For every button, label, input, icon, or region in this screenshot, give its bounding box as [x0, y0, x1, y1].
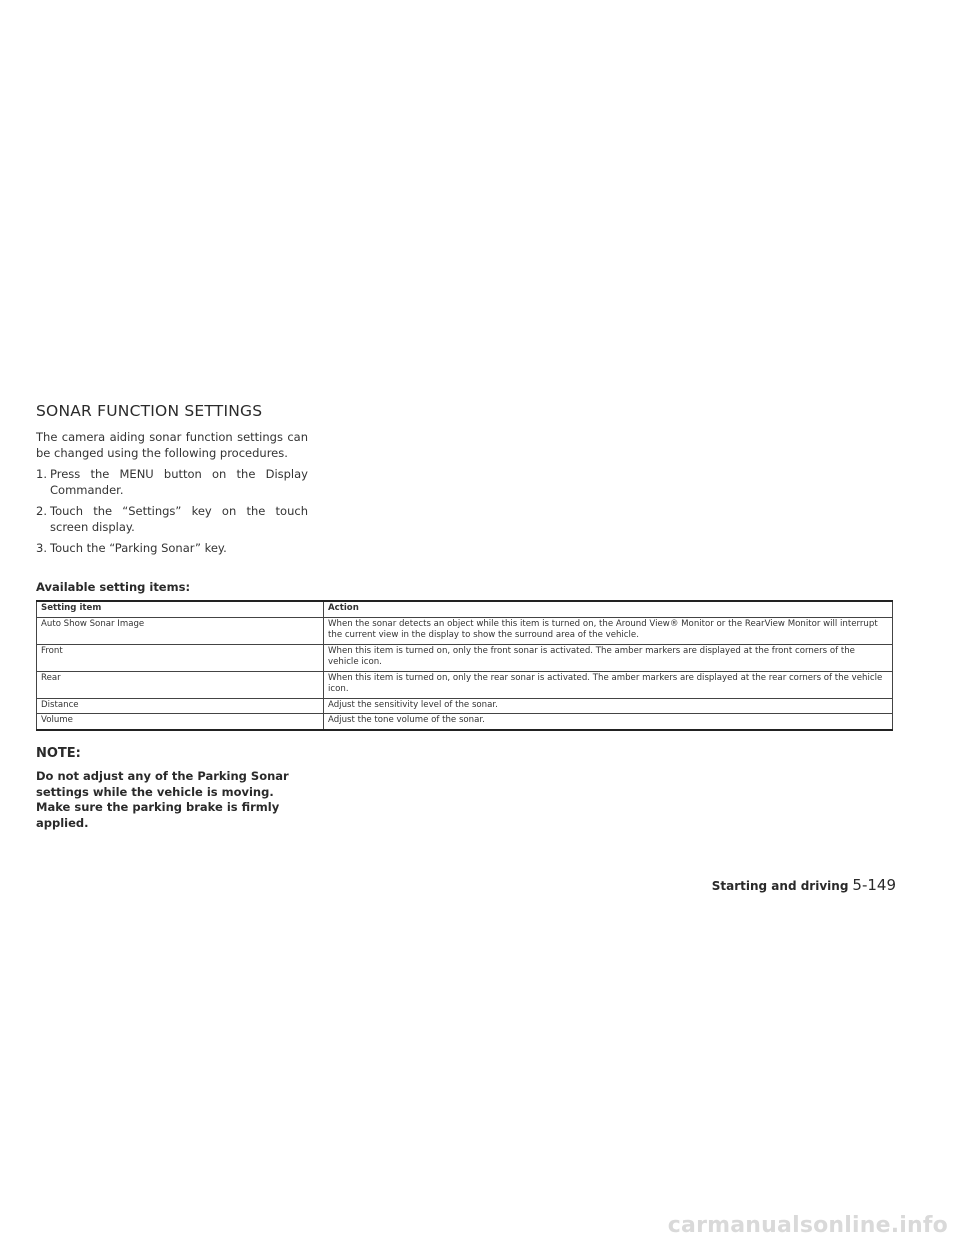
- setting-item-cell: Front: [37, 644, 324, 671]
- table-header-row: [37, 601, 893, 617]
- available-items-heading: Available setting items:: [36, 580, 191, 594]
- note-body: Do not adjust any of the Parking Sonar settings while the vehicle is moving. Make sure the parking brake is firmly applied.: [36, 769, 289, 830]
- column-header-action: Action: [324, 601, 893, 617]
- table-row: [37, 671, 893, 698]
- setting-item-cell: Rear: [37, 671, 324, 698]
- watermark-logo: carmanualsonline.info: [667, 1213, 948, 1238]
- step-number: 3.: [36, 541, 47, 555]
- procedure-step-1: [36, 467, 308, 498]
- action-cell: When the sonar detects an object while this item is turned on, the Around View® Monitor or the RearView Monitor will interrupt the current view in the display to show the surround area of the vehicle.: [324, 617, 893, 644]
- note-title: NOTE:: [36, 746, 81, 761]
- procedure-step-3: [36, 541, 308, 557]
- step-number: 1.: [36, 467, 47, 481]
- note-block: [36, 746, 311, 831]
- step-text: Touch the “Settings” key on the touch screen display.: [50, 504, 308, 534]
- step-number: 2.: [36, 504, 47, 518]
- page-number: 5-149: [852, 876, 896, 894]
- setting-item-cell: Volume: [37, 714, 324, 730]
- sonar-settings-section: [36, 400, 308, 563]
- column-header-setting-item: Setting item: [37, 601, 324, 617]
- setting-item-cell: Distance: [37, 698, 324, 714]
- settings-table: [36, 600, 893, 731]
- step-text: Press the MENU button on the Display Commander.: [50, 467, 308, 497]
- intro-paragraph: The camera aiding sonar function settings can be changed using the following procedures.: [36, 430, 308, 460]
- action-cell: When this item is turned on, only the front sonar is activated. The amber markers are displayed at the front corners of the vehicle icon.: [324, 644, 893, 671]
- procedure-steps: [36, 467, 308, 557]
- step-text: Touch the “Parking Sonar” key.: [50, 541, 227, 555]
- footer-section-name: Starting and driving: [711, 879, 849, 893]
- table-row: [37, 644, 893, 671]
- procedure-step-2: [36, 504, 308, 535]
- table-row: [37, 617, 893, 644]
- action-cell: When this item is turned on, only the rear sonar is activated. The amber markers are displayed at the rear corners of the vehicle icon.: [324, 671, 893, 698]
- page-footer: [712, 876, 896, 894]
- section-title: SONAR FUNCTION SETTINGS: [36, 402, 263, 420]
- table-row: [37, 698, 893, 714]
- action-cell: Adjust the sensitivity level of the sonar.: [324, 698, 893, 714]
- setting-item-cell: Auto Show Sonar Image: [37, 617, 324, 644]
- table-row: [37, 714, 893, 730]
- action-cell: Adjust the tone volume of the sonar.: [324, 714, 893, 730]
